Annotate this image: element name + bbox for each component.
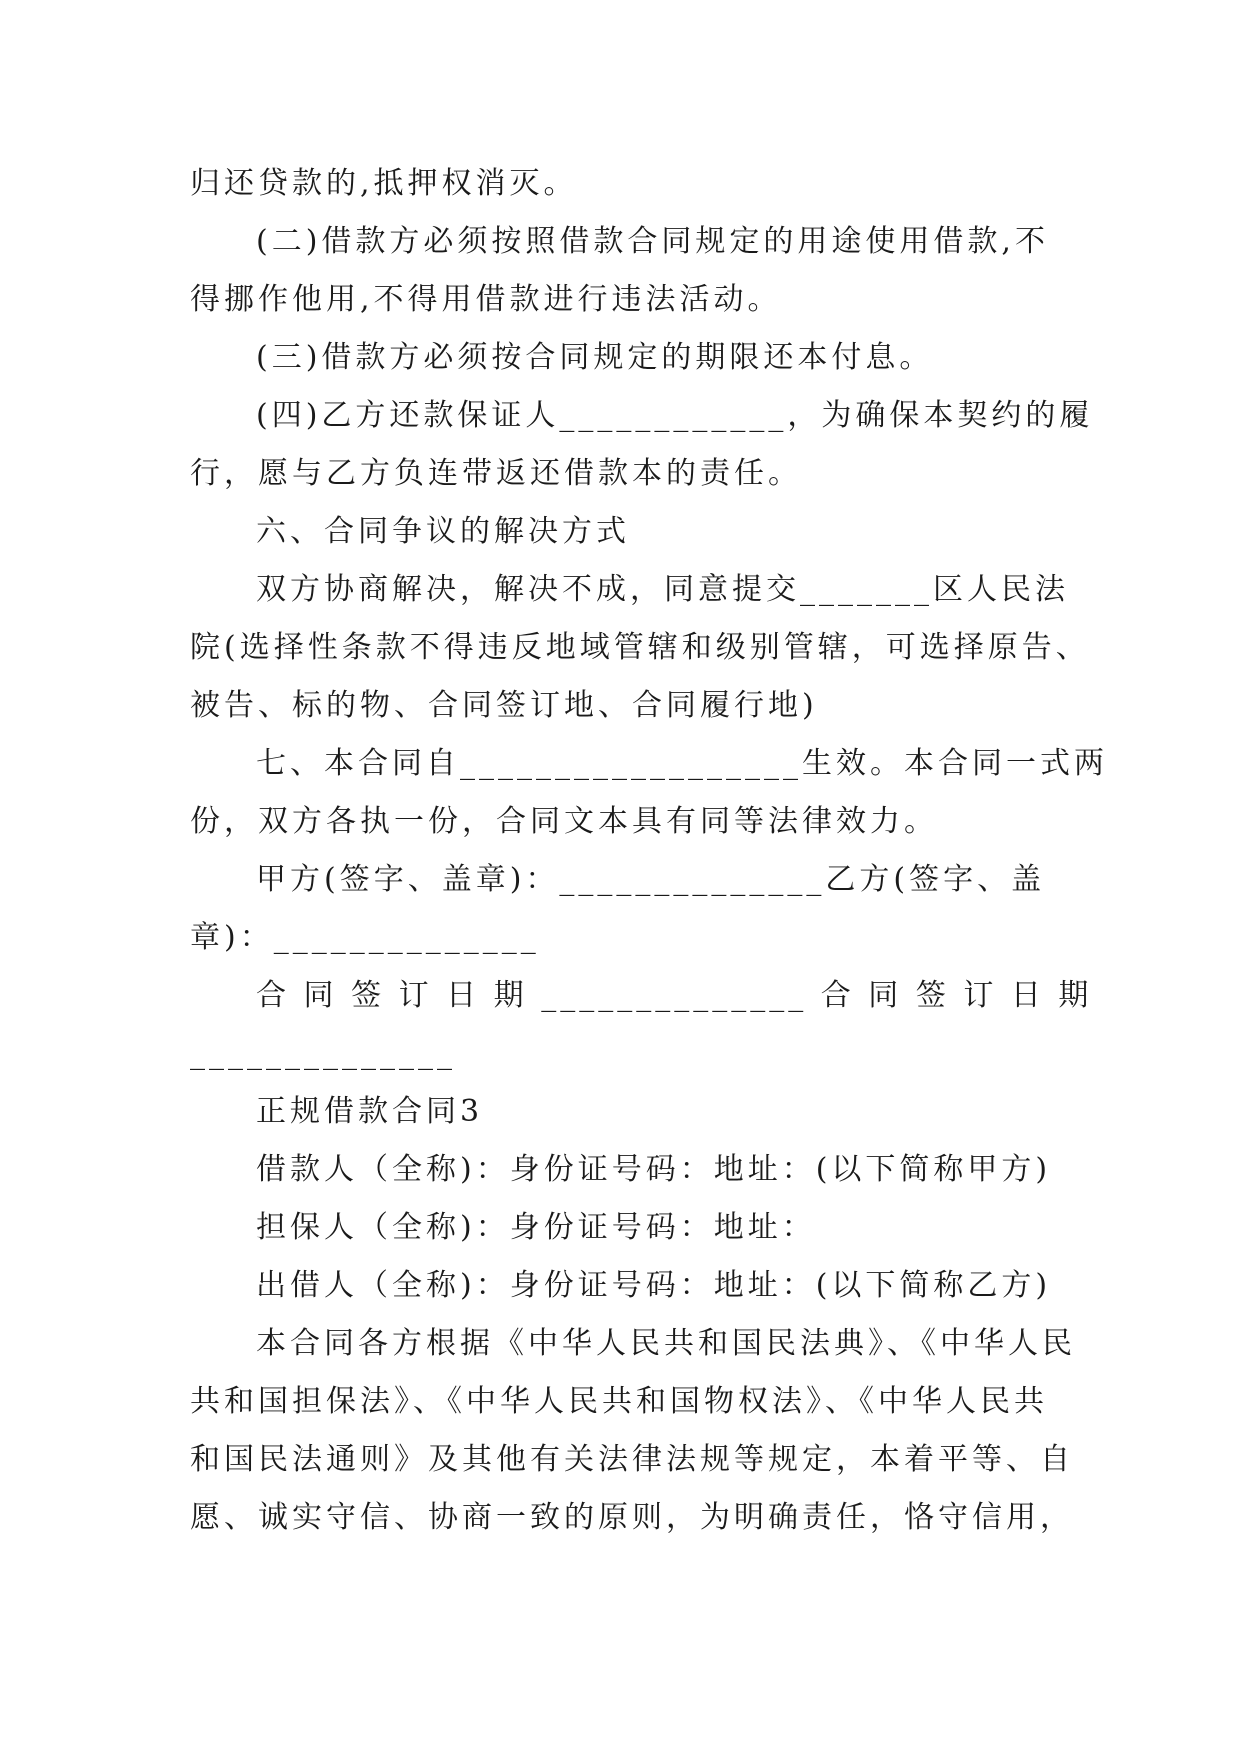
text-line: 双方协商解决，解决不成，同意提交_______区人民法 bbox=[256, 572, 1069, 607]
signature-line-party-b: 章)：______________ bbox=[190, 920, 540, 955]
text-line: 院(选择性条款不得违反地域管辖和级别管辖，可选择原告、 bbox=[190, 630, 1090, 665]
lender-line: 出借人（全称)：身份证号码：地址：(以下简称乙方) bbox=[256, 1268, 1052, 1303]
text-line: 共和国担保法》、《中华人民共和国物权法》、《中华人民共 bbox=[190, 1384, 1048, 1419]
text-line: 份，双方各执一份，合同文本具有同等法律效力。 bbox=[190, 804, 938, 839]
borrower-line: 借款人（全称)：身份证号码：地址：(以下简称甲方) bbox=[256, 1152, 1052, 1187]
text-line: 七、本合同自__________________生效。本合同一式两 bbox=[256, 746, 1108, 781]
text-line: 愿、诚实守信、协商一致的原则，为明确责任，恪守信用， bbox=[190, 1500, 1074, 1535]
text-line: (二)借款方必须按照借款合同规定的用途使用借款,不 bbox=[256, 224, 1049, 259]
signature-line-party-a: 甲方(签字、盖章)：______________乙方(签字、盖 bbox=[256, 862, 1046, 897]
text-line: 被告、标的物、合同签订地、合同履行地) bbox=[190, 688, 818, 723]
text-line: 本合同各方根据《中华人民共和国民法典》、《中华人民 bbox=[256, 1326, 1076, 1361]
text-line: (四)乙方还款保证人____________，为确保本契约的履 bbox=[256, 398, 1094, 433]
document-body bbox=[190, 155, 1108, 1547]
text-line: (三)借款方必须按合同规定的期限还本付息。 bbox=[256, 340, 934, 375]
guarantor-line: 担保人（全称)：身份证号码：地址： bbox=[256, 1210, 816, 1245]
text-line: 得挪作他用,不得用借款进行违法活动。 bbox=[190, 282, 782, 317]
text-line: 和国民法通则》及其他有关法律法规等规定，本着平等、自 bbox=[190, 1442, 1074, 1477]
text-line: 行，愿与乙方负连带返还借款本的责任。 bbox=[190, 456, 802, 491]
section-heading: 六、合同争议的解决方式 bbox=[256, 514, 630, 549]
signing-date-blank: ______________ bbox=[190, 1036, 456, 1071]
signing-date-line: 合 同 签 订 日 期 ______________ 合 同 签 订 日 期 bbox=[256, 978, 1093, 1013]
text-line: 归还贷款的,抵押权消灭。 bbox=[190, 166, 578, 201]
contract-title: 正规借款合同3 bbox=[256, 1094, 484, 1129]
